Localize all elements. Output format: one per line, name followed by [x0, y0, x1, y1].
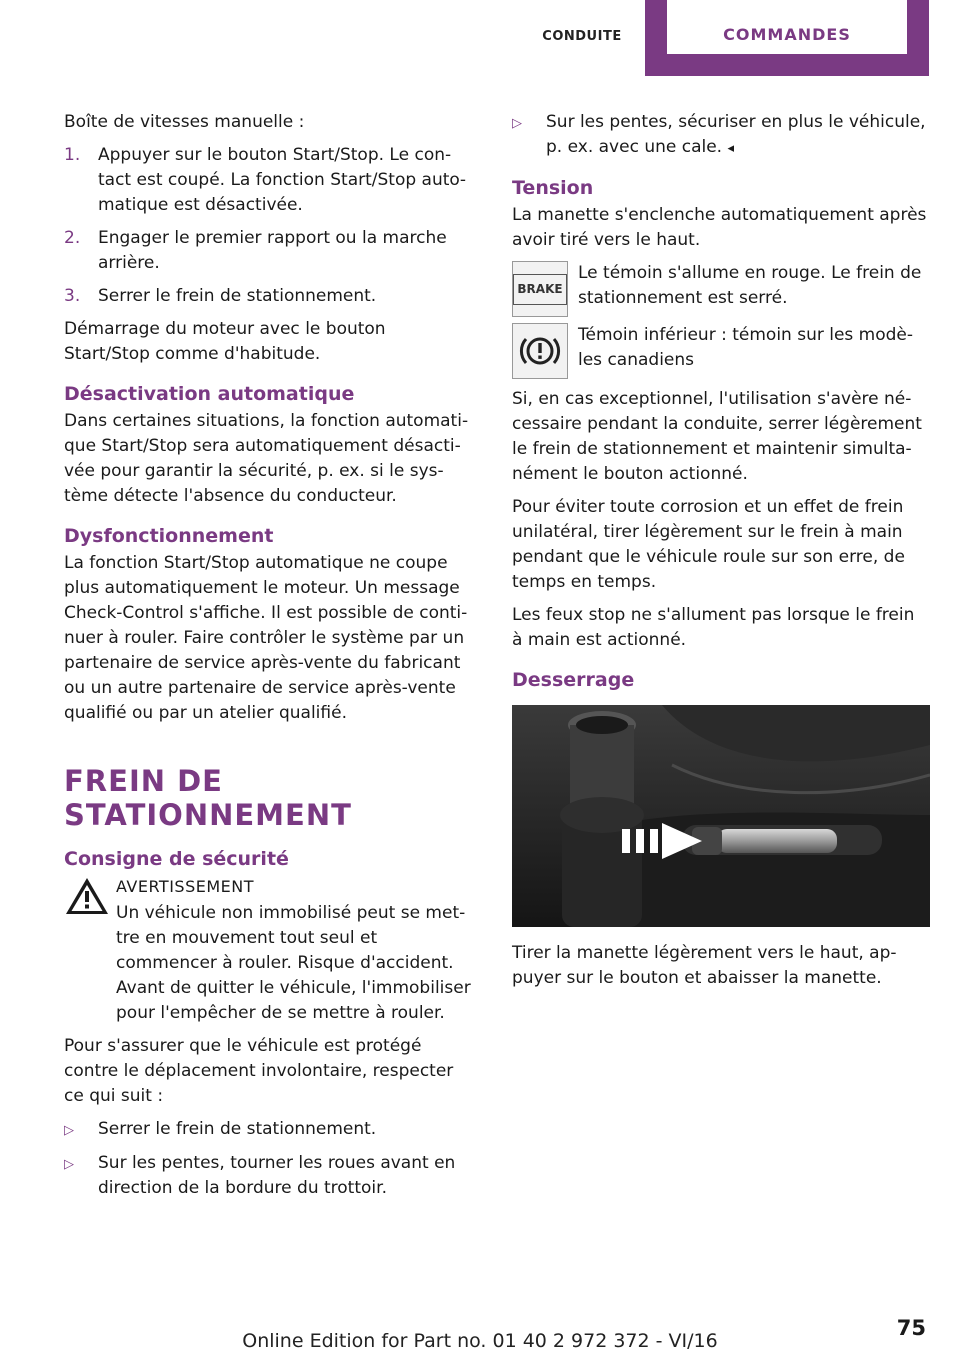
- tab-conduite[interactable]: CONDUITE: [542, 29, 622, 44]
- right-column: [512, 110, 930, 999]
- restart-text: Démarrage du moteur avec le bouton Start/Stop comme d'habitude.: [64, 319, 386, 364]
- brake-light-icon: [512, 261, 568, 317]
- brake-label: BRAKE: [513, 274, 566, 305]
- heading-safety: Consigne de sécurité: [64, 848, 289, 870]
- list-item-text: [546, 110, 930, 161]
- step-number: 1.: [64, 145, 81, 165]
- exception-text: Si, en cas exceptionnel, l'utilisation s'avère nécessaire pendant la conduite, serrer légèrement le frein de stationnement et maintenir simultanément le bouton actionné.: [512, 389, 922, 484]
- tab-commandes[interactable]: [645, 0, 929, 76]
- list-item-text: Serrer le frein de stationnement.: [98, 1119, 377, 1139]
- warning-triangle-icon: [64, 876, 110, 916]
- page-number: 75: [896, 1316, 926, 1340]
- step-item: [64, 226, 474, 276]
- step-text: Serrer le frein de stationnement.: [98, 286, 377, 306]
- release-text: Tirer la manette légèrement vers le haut, appuyer sur le bouton et abaisser la manette.: [512, 943, 897, 988]
- indicator-row: [512, 323, 930, 379]
- bullet-triangle-icon: ▷: [512, 116, 522, 131]
- bullet-triangle-icon: ▷: [64, 1157, 74, 1172]
- section-title-parking-brake: FREIN DE STATIONNEMENT: [64, 764, 352, 832]
- heading-release: Desserrage: [512, 669, 635, 691]
- exclamation-circle-icon: [512, 323, 568, 379]
- ensure-text: Pour s'assurer que le véhicule est protégé contre le déplacement involontaire, respecter ce qui suit :: [64, 1036, 454, 1106]
- step-number: 2.: [64, 228, 81, 248]
- warning-title: AVERTISSEMENT: [116, 877, 254, 896]
- heading-auto-deactivation: Désactivation automatique: [64, 383, 355, 405]
- indicator-row: [512, 261, 930, 317]
- handbrake-photo: [512, 705, 930, 927]
- left-column: [64, 110, 474, 1209]
- heading-malfunction: Dysfonctionnement: [64, 525, 274, 547]
- stop-lights-text: Les feux stop ne s'allument pas lorsque le frein à main est actionné.: [512, 605, 915, 650]
- malfunction-text: La fonction Start/Stop automatique ne coupe plus automatiquement le moteur. Un message Check-Control s'affiche. Il est possible de continuer à rouler. Faire contrôler le système par un partenaire de service après-vente du fabricant ou un autre partenaire de service après-vente qualifié ou par un atelier qualifié.: [64, 553, 468, 723]
- tension-text: La manette s'enclenche automatiquement après avoir tiré vers le haut.: [512, 205, 927, 250]
- list-item-text: Sur les pentes, tourner les roues avant en direction de la bordure du trottoir.: [98, 1153, 456, 1198]
- step-number: 3.: [64, 286, 81, 306]
- bullet-triangle-icon: ▷: [64, 1123, 74, 1138]
- end-mark-icon: ◂: [727, 141, 735, 156]
- heading-tension: Tension: [512, 177, 594, 199]
- list-item: [64, 1117, 474, 1143]
- step-text: Appuyer sur le bouton Start/Stop. Le contact est coupé. La fonction Start/Stop automatique est désactivée.: [98, 145, 466, 215]
- step-item: [64, 143, 474, 218]
- list-item: [64, 1151, 474, 1201]
- page-header: [0, 0, 960, 76]
- indicator-text: Témoin inférieur : témoin sur les modèles canadiens: [578, 325, 914, 370]
- intro-text: Boîte de vitesses manuelle :: [64, 112, 305, 132]
- indicator-text: Le témoin s'allume en rouge. Le frein de stationnement est serré.: [578, 263, 922, 308]
- auto-deactivation-text: Dans certaines situations, la fonction automatique Start/Stop sera automatiquement désactivée pour garantir la sécurité, p. ex. si le système détecte l'absence du conducteur.: [64, 411, 469, 506]
- list-item-body: Sur les pentes, sécuriser en plus le véhicule, p. ex. avec une cale.: [546, 112, 926, 157]
- warning-block: [64, 874, 474, 1026]
- exclamation-circle-glyph: [518, 333, 562, 369]
- edition-text: Online Edition for Part no. 01 40 2 972 372 - VI/16: [242, 1330, 718, 1352]
- step-item: [64, 284, 474, 309]
- tab-commandes-label: COMMANDES: [667, 0, 907, 54]
- warning-body: Un véhicule non immobilisé peut se mettre en mouvement tout seul et commencer à rouler. Risque d'accident. Avant de quitter le véhicule, l'immobiliser pour l'empêcher de se mettre à rouler.: [116, 903, 471, 1023]
- corrosion-text: Pour éviter toute corrosion et un effet de frein unilatéral, tirer légèrement sur le frein à main pendant que le véhicule roule sur son erre, de temps en temps.: [512, 497, 905, 592]
- list-item: [512, 110, 930, 161]
- step-text: Engager le premier rapport ou la marche arrière.: [98, 228, 447, 273]
